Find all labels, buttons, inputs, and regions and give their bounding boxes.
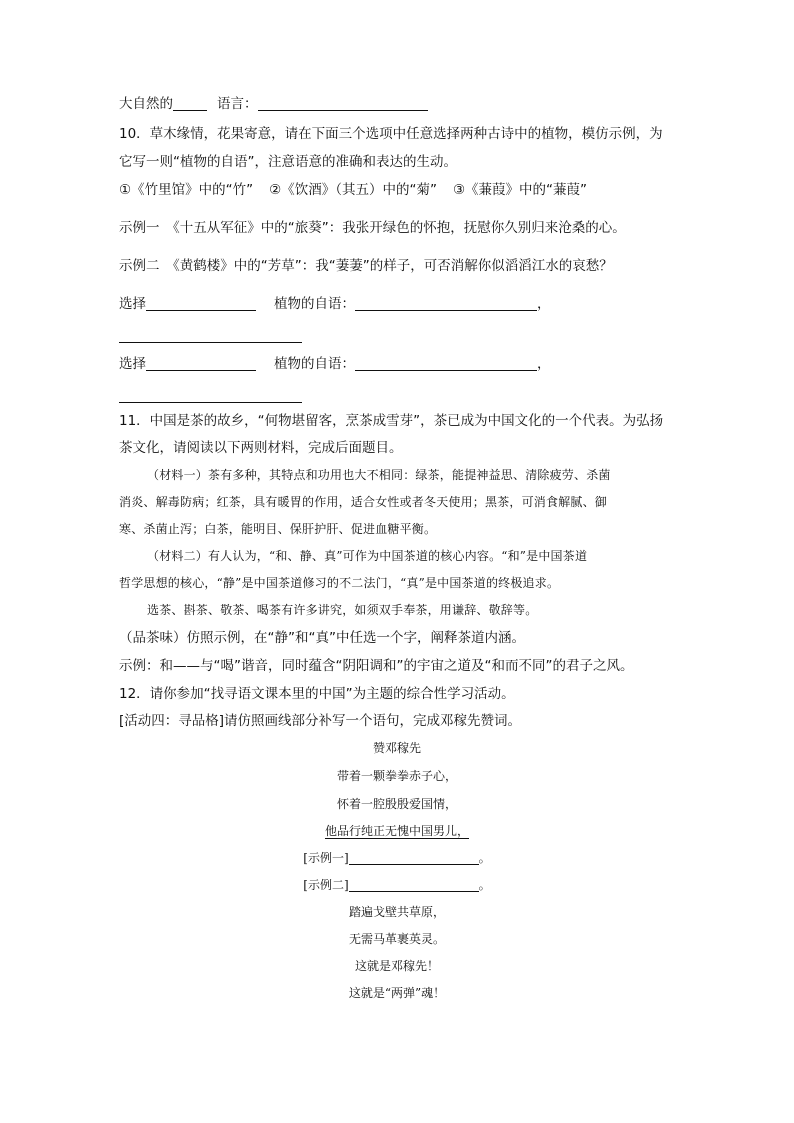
q12-line1: 12．请你参加“找寻语文课本里的中国”为主题的综合性学习活动。 [119, 686, 515, 702]
q9-prefix: 大自然的 [119, 96, 173, 112]
material-1-line-2: 消炎、解毒防病；红茶，具有暖胃的作用，适合女性或者冬天使用；黑茶，可消食解腻、御 [119, 495, 608, 509]
q10-example-2: 示例二 《黄鹤楼》中的“芳草”：我“萋萋”的样子，可否消解你似滔滔江水的哀愁？ [119, 258, 613, 274]
q9-mid: 语言： [217, 96, 258, 112]
q10-options [119, 181, 587, 199]
plant-label: 植物的自语： [274, 296, 355, 312]
plant-label: 植物的自语： [274, 356, 355, 372]
poem-line-5: 无需马革裹英灵。 [348, 932, 445, 946]
poem-line-1: 带着一颗拳拳赤子心， [336, 769, 457, 783]
q11-line2: 茶文化，请阅读以下两则材料，完成后面题目。 [119, 440, 403, 456]
q11-example: 示例：和——与“喝”谐音，同时蕴含“阴阳调和”的宇宙之道及“和而不同”的君子之风。 [119, 658, 634, 674]
material-1-line-1: （材料一）茶有多种，其特点和功用也大不相同：绿茶，能提神益思、清除疲劳、杀菌 [147, 468, 611, 482]
example-2-label: [示例二] [303, 878, 349, 892]
q11-line1: 11．中国是茶的故乡，“何物堪留客，烹茶成雪芽”，茶已成为中国文化的一个代表。为弘扬 [119, 413, 664, 429]
period: 。 [478, 878, 491, 892]
q9-blank-1[interactable] [173, 96, 207, 111]
underlined-model-sentence: 他品行纯正无愧中国男儿， [324, 824, 469, 838]
poem-line-2: 怀着一腔殷殷爱国情， [336, 797, 457, 811]
select-blank-2[interactable] [146, 356, 256, 371]
q10-option-1: ①《竹里馆》中的“竹” [119, 182, 254, 198]
material-2-line-2: 哲学思想的核心，“静”是中国茶道修习的不二法门，“真”是中国茶道的终极追求。 [119, 576, 560, 590]
plant-blank-2[interactable] [355, 356, 537, 371]
q10-line1: 10．草木缘情，花果寄意，请在下面三个选项中任意选择两种古诗中的植物，模仿示例，为 [119, 126, 663, 142]
q10-line2: 它写一则“植物的自语”，注意语意的准确和表达的生动。 [119, 154, 457, 170]
q10-option-3: ③《蒹葭》中的“蒹葭” [452, 182, 588, 198]
select-label: 选择 [119, 356, 146, 372]
material-2-line-1: （材料二）有人认为，“和、静、真”可作为中国茶道的核心内容。“和”是中国茶道 [147, 549, 588, 563]
example-2-blank[interactable] [349, 877, 479, 892]
q9-blank-2[interactable] [258, 96, 428, 111]
q9-line [119, 95, 428, 113]
answer-continuation-line-1[interactable] [119, 342, 302, 343]
material-2-line-3: 选茶、斟茶、敬茶、喝茶有许多讲究，如须双手奉茶，用谦辞、敬辞等。 [147, 603, 538, 617]
period: 。 [478, 851, 491, 865]
comma: ， [537, 296, 551, 312]
q11-task: （品茶味）仿照示例，在“静”和“真”中任选一个字，阐释茶道内涵。 [119, 630, 525, 646]
q10-example-1: 示例一 《十五从军征》中的“旅葵”：我张开绿色的怀抱，抚慰你久别归来沧桑的心。 [119, 220, 626, 236]
poem-example-2-row [0, 876, 794, 894]
poem-line-4: 踏遍戈壁共草原， [348, 905, 445, 919]
poem-title: 赞邓稼先 [372, 741, 421, 755]
q10-answer-row-1 [119, 295, 551, 313]
q12-line2: [活动四：寻品格]请仿照画线部分补写一个语句，完成邓稼先赞词。 [119, 713, 522, 729]
example-1-blank[interactable] [349, 850, 479, 865]
q10-answer-row-2 [119, 355, 551, 373]
answer-continuation-line-2[interactable] [119, 402, 302, 403]
poem-line-7: 这就是“两弹”魂！ [348, 986, 446, 1000]
comma: ， [537, 356, 551, 372]
poem-example-1-row [0, 849, 794, 867]
poem-line-6: 这就是邓稼先！ [354, 959, 439, 973]
example-1-label: [示例一] [303, 851, 349, 865]
material-1-line-3: 寒、杀菌止泻；白茶，能明目、保肝护肝、促进血糖平衡。 [119, 522, 437, 536]
select-label: 选择 [119, 296, 146, 312]
poem-line-3-underlined [0, 822, 794, 840]
select-blank-1[interactable] [146, 296, 256, 311]
plant-blank-1[interactable] [355, 296, 537, 311]
q10-option-2: ②《饮酒》（其五）中的“菊” [269, 182, 437, 198]
